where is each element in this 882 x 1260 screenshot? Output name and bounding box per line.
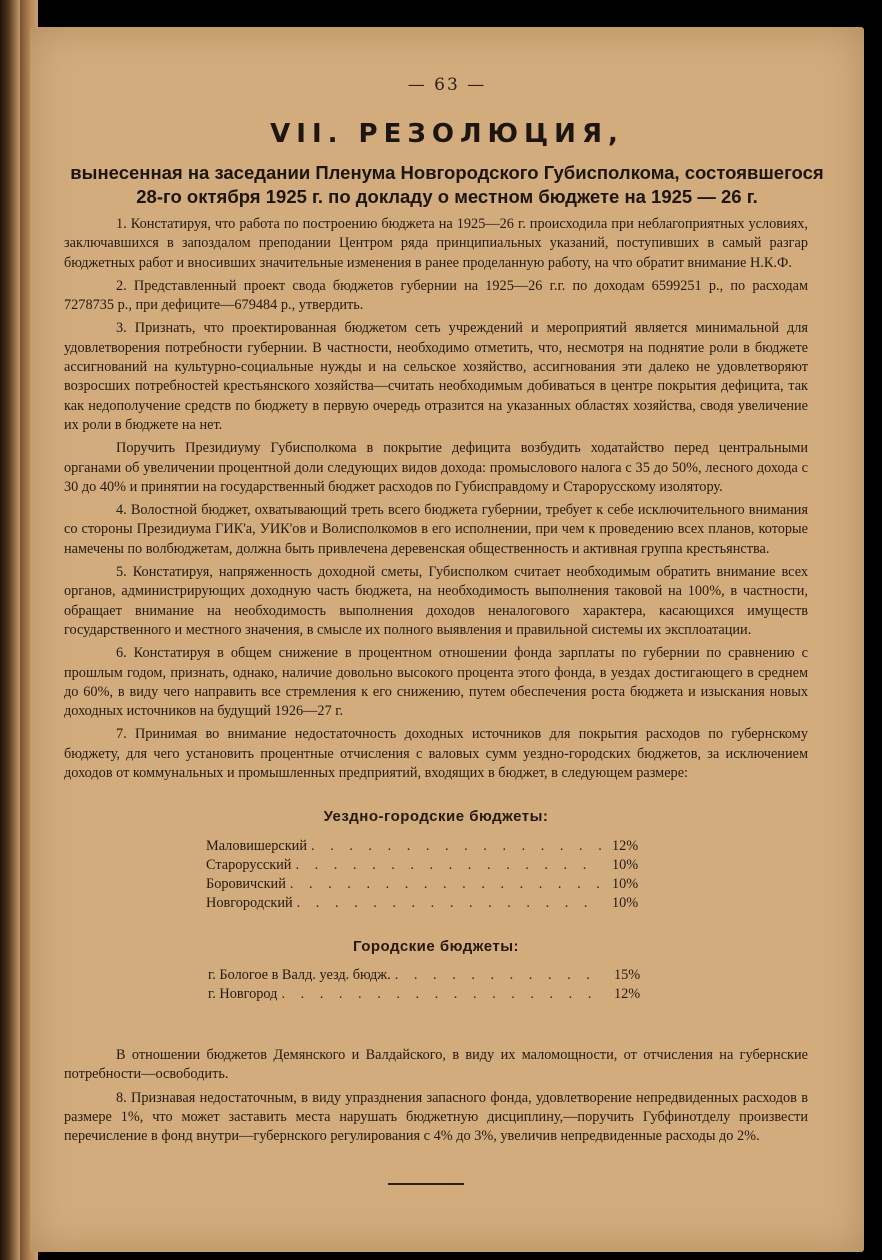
leader-dots [297,894,602,913]
rate-row-value: 12% [614,985,641,1002]
rate-row-name: г. Новгород [208,985,278,1002]
paragraph-3: 3. Признать, что проектированная бюджетом сеть учреждений и мероприятий является минимальной для удовлетворения потребности губернии. В частности, необходимо отметить, что, несмотря на поднятие роли в бюджете ассигнований на культурно-социальные нужды и на сельское хозяйство, ассигнования эти далеко не удовлетворяют возросших потребностей крестьянского хозяйства—считать необходимым добиваться в центре покрытия дефицита, так как недополучение средств по бюджету в первую очередь отразится на указанных областях хозяйства, сводя увеличение их роли в бюджете на нет. [64,320,808,433]
leader-dots [290,875,602,894]
rate-row-value: 12% [612,837,639,854]
leader-dots [395,966,604,985]
page-number: — 63 — [407,75,487,95]
rate-row-value: 10% [612,875,639,892]
leader-dots [295,856,602,875]
rate-row-name: Старорусский [206,856,292,873]
rate-row-name: Боровичский [206,875,286,892]
resolution-title: VII. РЕЗОЛЮЦИЯ, [270,119,624,149]
rate-row-value: 10% [612,856,639,873]
paragraph-3-continuation: Поручить Президиуму Губисполкома в покрытие дефицита возбудить ходатайство перед центральными органами об увеличении процентной доли следующих видов дохода: промыслового налога с 35 до 50%, лесного дохода с 30 до 40% и принятии на государственный бюджет расходов по Губисправдому и Старорусскому изолятору. [64,440,808,495]
rate-row-name: г. Бологое в Валд. уезд. бюдж. [208,966,391,983]
leader-dots [311,837,602,856]
rate-row [208,966,660,985]
rate-row [206,856,658,875]
paragraph-6: 6. Констатируя в общем снижение в процентном отношении фонда зарплаты по губернии по сравнению с прошлым годом, признать, однако, наличие довольно высокого процента этого фонда, в уездах достигающего в среднем до 60%, в виду чего направить все стремления к его снижению, путем обеспечения роста бюджета и изыскания новых доходных источников на будущий 1926—27 г. [64,645,808,720]
rate-row [206,894,658,913]
paragraph-2: 2. Представленный проект свода бюджетов губернии на 1925—26 г.г. по доходам 6599251 р., по расходам 7278735 р., при дефиците—679484 р., утвердить. [64,277,808,314]
rate-row [208,985,660,1004]
book-edge [0,0,20,1260]
paragraph-8: 8. Признавая недостаточным, в виду упразднения запасного фонда, удовлетворение непредвиденных расходов в размере 1%, что может заставить места нарушать бюджетную дисциплину,—поручить Губфинотделу произвести перечисление в фонд внутри—губернского регулирования с 4% до 3%, увеличив непредвиденные расходы до 2%. [64,1089,808,1145]
paragraph-7: 7. Принимая во внимание недостаточность доходных источников для покрытия расходов по губернскому бюджету, для чего установить процентные отчисления с валовых сумм уездно-городских бюджетов, за исключением доходов от коммунальных и промышленных предприятий, входящих в бюджет, в следующем размере: [64,726,808,782]
paragraph-5: 5. Констатируя, напряженность доходной сметы, Губисполком считает необходимым обратить внимание всех органов, администрирующих доходную часть бюджета, на необходимость выполнения таковой на 100%, в частности, обращает внимание на необходимость выполнения доходов неналогового характера, касающихся имуществ государственного и местного значения, в смысле их полного выявления и правильной системы их эксплоатации. [64,564,808,638]
rate-row-value: 10% [612,894,639,911]
rate-row [206,837,658,856]
rate-row [206,875,658,894]
resolution-subtitle: вынесенная на заседании Пленума Новгородского Губисполкома, состоявшегося 28-го октября 1925 г. по докладу о местном бюджете на 1925 — 26 г. [70,162,824,207]
rate-row-value: 15% [614,966,641,983]
paragraph-1: 1. Констатируя, что работа по построению бюджета на 1925—26 г. происходила при неблагоприятных условиях, заключавшихся в запоздалом преподании Центром ряда принципиальных указаний, поступивших в самый разгар бюджетных работ и вносивших значительные изменения в ранее проделанную работу, на что обратит внимание Н.К.Ф. [64,216,808,271]
uezd-budgets-heading: Уездно-городские бюджеты: [323,808,549,826]
paragraph-4: 4. Волостной бюджет, охватывающий треть всего бюджета губернии, требует к себе исключительного внимания со стороны Президиума ГИК'а, УИК'ов и Волисполкомов в его исполнении, при чем к проведению всех планов, которые намечены по волбюджетам, должна быть привлечена деревенская общественность и активная группа крестьянства. [64,502,808,557]
city-budgets-heading: Городские бюджеты: [352,937,520,955]
exemption-paragraph: В отношении бюджетов Демянского и Валдайского, в виду их маломощности, от отчисления на губернские потребности—освободить. [64,1046,808,1083]
leader-dots [281,985,604,1004]
rate-row-name: Маловишерский [206,837,307,854]
footer-rule [388,1183,464,1185]
rate-row-name: Новгородский [206,894,293,911]
document-body [64,215,808,1150]
document-page [30,27,864,1252]
